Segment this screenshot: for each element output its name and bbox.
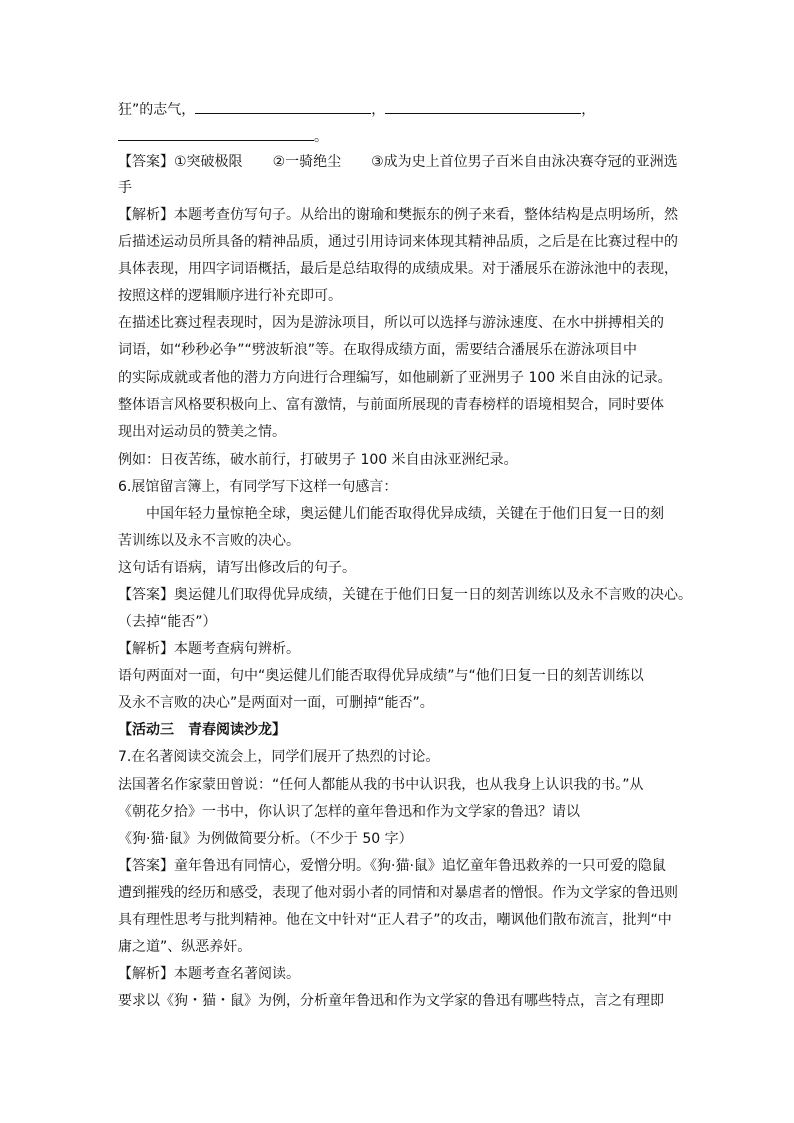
analysis-tag: 【解析】 xyxy=(118,207,174,223)
analysis-5-line-9: 现出对运动员的赞美之情。 xyxy=(118,424,286,440)
analysis-text: 本题考查病句辨析。 xyxy=(174,641,300,657)
analysis-5-line-3: 具体表现，用四字词语概括，最后是总结取得的成绩成果。对于潘展乐在游泳池中的表现， xyxy=(118,261,678,277)
analysis-5-line-1 xyxy=(118,206,678,224)
analysis-5-line-7: 的实际成就或者他的潜力方向进行合理编写，如他刷新了亚洲男子 100 米自由泳的记录。 xyxy=(118,370,672,386)
blank-line-prefix: 狂”的志气， xyxy=(118,102,196,118)
answer-text: 童年鲁迅有同情心，爱憎分明。《狗·猫·鼠》追忆童年鲁迅救养的一只可爱的隐鼠 xyxy=(174,858,666,874)
question-7-line-3: 《狗·猫·鼠》为例做简要分析。（不少于 50 字） xyxy=(118,831,413,847)
answer-text: 奥运健儿们取得优异成绩，关键在于他们日复一日的刻苦训练以及永不言败的决心。 xyxy=(174,587,692,603)
question-6-quote-line-1: 中国年轻力量惊艳全球，奥运健儿们能否取得优异成绩，关键在于他们日复一日的刻 xyxy=(146,506,664,522)
analysis-tag: 【解析】 xyxy=(118,966,174,982)
question-7-analysis xyxy=(118,965,300,983)
question-6-analysis-line-2: 语句两面对一面，句中“奥运健儿们能否取得优异成绩”与“他们日复一日的刻苦训练以 xyxy=(118,668,644,684)
question-7-answer-line-4: 庸之道”、纵恶养奸。 xyxy=(118,939,252,955)
answer-5-wrap: 手 xyxy=(118,180,132,196)
question-6-quote-line-2: 苦训练以及永不言败的决心。 xyxy=(118,533,300,549)
answer-item-3: ③成为史上首位男子百米自由泳决赛夺冠的亚洲选 xyxy=(371,154,678,170)
analysis-text: 本题考查仿写句子。从给出的谢瑜和樊振东的例子来看，整体结构是点明场所，然 xyxy=(174,207,678,223)
question-7-stem: 7.在名著阅读交流会上，同学们展开了热烈的讨论。 xyxy=(118,749,440,765)
question-6-answer xyxy=(118,586,692,604)
question-6-analysis-line-3: 及永不言败的决心”是两面对一面，可删掉“能否”。 xyxy=(118,695,434,711)
analysis-tag: 【解析】 xyxy=(118,641,174,657)
analysis-5-line-4: 按照这样的逻辑顺序进行补充即可。 xyxy=(118,288,342,304)
question-7-analysis-line-2: 要求以《狗・猫・鼠》为例，分析童年鲁迅和作为文学家的鲁迅有哪些特点，言之有理即 xyxy=(118,993,664,1009)
analysis-5-line-6: 词语，如“秒秒必争”“劈波斩浪”等。在取得成绩方面，需要结合潘展乐在游泳项目中 xyxy=(118,342,638,358)
activity-3-heading: 【活动三 青春阅读沙龙】 xyxy=(118,722,286,738)
question-6-answer-note: （去掉“能否”） xyxy=(118,614,217,630)
blank-period: 。 xyxy=(314,129,328,145)
answer-tag: 【答案】 xyxy=(118,858,174,874)
blank-separator: ， xyxy=(371,102,386,118)
analysis-5-line-5: 在描述比赛过程表现时，因为是游泳项目，所以可以选择与游泳速度、在水中拼搏相关的 xyxy=(118,315,664,331)
question-6-analysis xyxy=(118,640,300,658)
answer-blank-3[interactable] xyxy=(118,126,314,141)
answer-blank-1[interactable] xyxy=(195,99,371,114)
blank-line-2 xyxy=(118,126,328,144)
analysis-5-line-2: 后描述运动员所具备的精神品质，通过引用诗词来体现其精神品质，之后是在比赛过程中的 xyxy=(118,234,678,250)
answer-5-line xyxy=(118,153,678,171)
blank-separator: ， xyxy=(581,102,596,118)
analysis-5-example: 例如：日夜苦练，破水前行，打破男子 100 米自由泳亚洲纪录。 xyxy=(118,452,518,468)
analysis-text: 本题考查名著阅读。 xyxy=(174,966,300,982)
analysis-5-line-8: 整体语言风格要积极向上、富有激情，与前面所展现的青春榜样的语境相契合，同时要体 xyxy=(118,397,664,413)
question-7-answer-line-2: 遭到摧残的经历和感受，表现了他对弱小者的同情和对暴虐者的憎恨。作为文学家的鲁迅则 xyxy=(118,885,678,901)
answer-tag: 【答案】 xyxy=(118,154,174,170)
answer-blank-2[interactable] xyxy=(385,99,581,114)
question-6-stem: 6.展馆留言簿上，有同学写下这样一句感言： xyxy=(118,479,398,495)
question-6-ask: 这句话有语病，请写出修改后的句子。 xyxy=(118,560,356,576)
blank-line-1 xyxy=(118,99,595,117)
question-7-line-1: 法国著名作家蒙田曾说：“任何人都能从我的书中认识我，也从我身上认识我的书。”从 xyxy=(118,777,644,793)
answer-tag: 【答案】 xyxy=(118,587,174,603)
question-7-answer xyxy=(118,857,666,875)
answer-item-2: ②一骑绝尘 xyxy=(272,154,342,170)
question-7-line-2: 《朝花夕拾》一书中，你认识了怎样的童年鲁迅和作为文学家的鲁迅？请以 xyxy=(118,804,580,820)
question-7-answer-line-3: 具有理性思考与批判精神。他在文中针对“正人君子”的攻击，嘲讽他们散布流言，批判“中 xyxy=(118,912,672,928)
answer-item-1: ①突破极限 xyxy=(174,154,243,170)
